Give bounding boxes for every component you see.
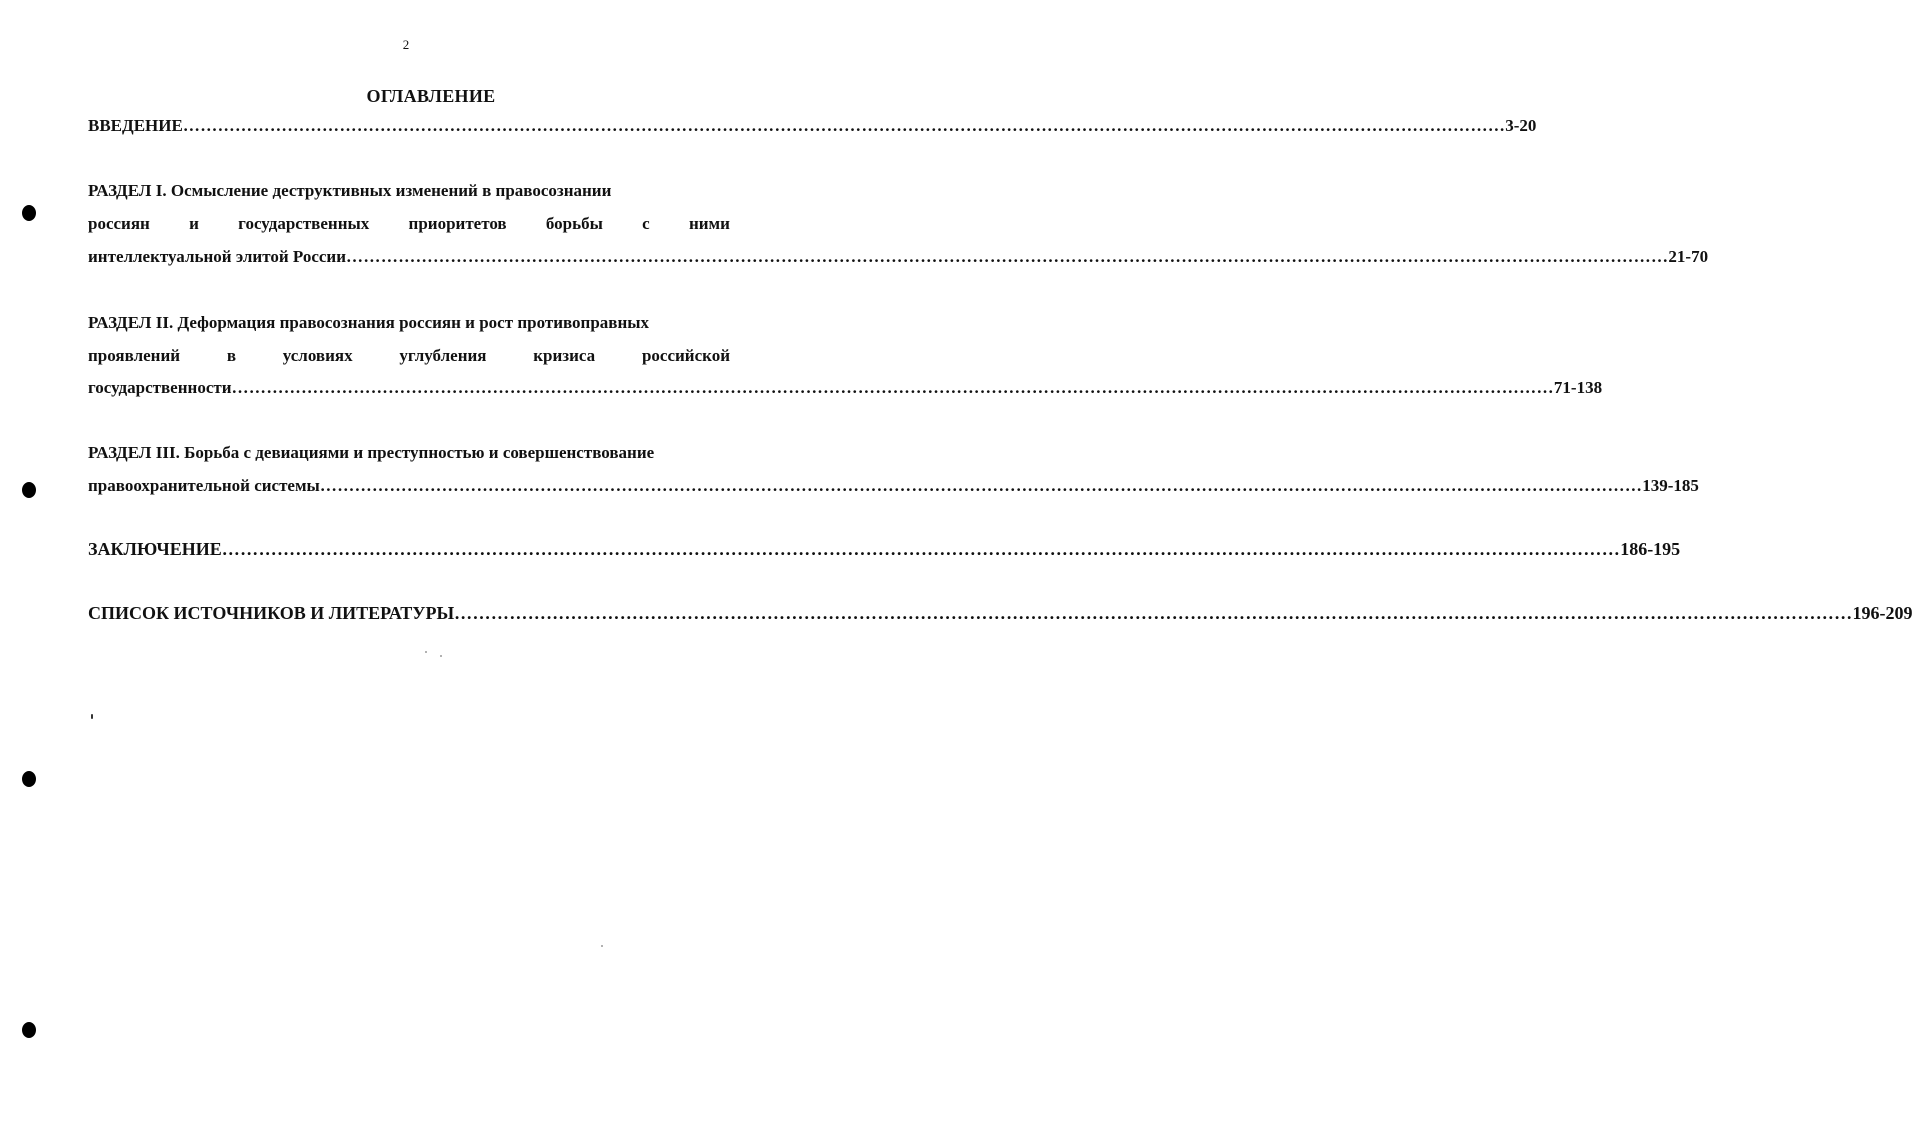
- word: и: [189, 214, 199, 233]
- toc-entry-conclusion: [88, 539, 1681, 560]
- toc-entry-label: правоохранительной системы: [88, 476, 320, 495]
- scan-speck: [91, 714, 93, 719]
- toc-entry-section-1-line-2: [88, 214, 730, 234]
- toc-entry-references: [88, 603, 1913, 624]
- toc-entry-label: государственности: [88, 378, 232, 397]
- word: с: [642, 214, 650, 233]
- toc-entry-pages: 196-209: [1852, 603, 1913, 623]
- toc-entry-label: интеллектуальной элитой России: [88, 247, 347, 266]
- toc-entry-section-2-line-3: [88, 378, 1603, 398]
- toc-entry-label: СПИСОК ИСТОЧНИКОВ И ЛИТЕРАТУРЫ: [88, 603, 455, 623]
- page-number: 2: [402, 37, 410, 52]
- toc-entry-section-2-line-2: [88, 346, 730, 366]
- word: условиях: [282, 346, 353, 365]
- word: приоритетов: [408, 214, 507, 233]
- toc-entry-section-1-line-1: [88, 181, 730, 201]
- toc-entry-introduction: [88, 116, 1537, 136]
- leader-dots: …………………………………………………………………………………………………………………………………………………………………………………………………………: [221, 539, 1621, 559]
- word: в: [226, 346, 237, 365]
- toc-entry-pages: 21-70: [1668, 247, 1709, 266]
- word: государственных: [238, 214, 370, 233]
- toc-entry-section-2-line-1: [88, 313, 730, 333]
- toc-entry-label: ЗАКЛЮЧЕНИЕ: [88, 539, 222, 559]
- word: кризиса: [533, 346, 596, 365]
- leader-dots: …………………………………………………………………………………………………………………………………………………………………………………………………………: [346, 247, 1669, 266]
- word: российской: [641, 346, 730, 365]
- toc-entry-label: ВВЕДЕНИЕ: [88, 116, 183, 135]
- scan-speck: [601, 945, 603, 947]
- punch-hole-mark: [22, 205, 36, 221]
- punch-hole-mark: [22, 482, 36, 498]
- word: россиян: [88, 214, 150, 233]
- word: ними: [688, 214, 730, 233]
- leader-dots: …………………………………………………………………………………………………………………………………………………………………………………………………………: [454, 603, 1853, 623]
- leader-dots: …………………………………………………………………………………………………………………………………………………………………………………………………………: [319, 476, 1643, 495]
- scan-speck: [425, 651, 427, 653]
- word: проявлений: [88, 346, 181, 365]
- leader-dots: …………………………………………………………………………………………………………………………………………………………………………………………………………: [182, 116, 1506, 135]
- scan-speck: [440, 655, 442, 657]
- toc-entry-pages: 139-185: [1642, 476, 1699, 495]
- toc-entry-section-3-line-2: [88, 476, 1699, 496]
- toc-entry-pages: 71-138: [1553, 378, 1603, 397]
- toc-entry-text: РАЗДЕЛ II. Деформация правосознания россиян и рост противоправных: [88, 313, 650, 332]
- punch-hole-mark: [22, 771, 36, 787]
- punch-hole-mark: [22, 1022, 36, 1038]
- word: борьбы: [545, 214, 603, 233]
- toc-entry-pages: 3-20: [1505, 116, 1537, 135]
- toc-title: ОГЛАВЛЕНИЕ: [366, 86, 496, 106]
- leader-dots: …………………………………………………………………………………………………………………………………………………………………………………………………………: [231, 378, 1554, 397]
- toc-entry-text: РАЗДЕЛ III. Борьба с девиациями и преступностью и совершенствование: [88, 443, 655, 462]
- toc-entry-pages: 186-195: [1620, 539, 1681, 559]
- toc-entry-section-1-line-3: [88, 247, 1709, 267]
- word: углубления: [399, 346, 487, 365]
- toc-entry-text: РАЗДЕЛ I. Осмысление деструктивных изменений в правосознании: [88, 181, 612, 200]
- toc-entry-section-3-line-1: [88, 443, 730, 463]
